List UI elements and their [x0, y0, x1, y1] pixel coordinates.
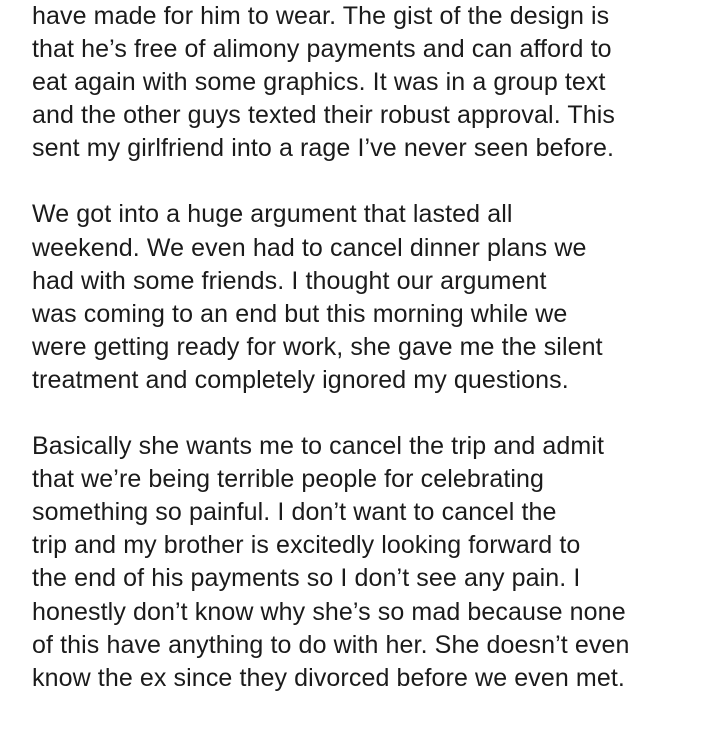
- text-line: We got into a huge argument that lasted all: [32, 200, 513, 229]
- paragraph-2: [32, 198, 702, 397]
- text-line: trip and my brother is excitedly looking forward to: [32, 531, 581, 560]
- text-line: that he’s free of alimony payments and can afford to: [32, 35, 612, 64]
- text-line: weekend. We even had to cancel dinner plans we: [32, 233, 587, 262]
- text-line: of this have anything to do with her. She doesn’t even: [32, 630, 630, 659]
- post-body: [32, 0, 702, 728]
- text-line: something so painful. I don’t want to cancel the: [32, 498, 557, 527]
- text-line: Basically she wants me to cancel the trip and admit: [32, 432, 605, 461]
- text-line: were getting ready for work, she gave me the silent: [32, 332, 603, 361]
- text-line: was coming to an end but this morning while we: [32, 299, 568, 328]
- paragraph-1: [32, 0, 702, 165]
- text-line: honestly don’t know why she’s so mad because none: [32, 597, 626, 626]
- text-line: and the other guys texted their robust approval. This: [32, 101, 615, 130]
- text-line: have made for him to wear. The gist of the design is: [32, 2, 610, 30]
- text-line: know the ex since they divorced before we even met.: [32, 663, 625, 692]
- text-line: that we’re being terrible people for celebrating: [32, 465, 545, 494]
- text-line: the end of his payments so I don’t see any pain. I: [32, 564, 581, 593]
- text-line: sent my girlfriend into a rage I’ve never seen before.: [32, 134, 615, 163]
- text-line: had with some friends. I thought our argument: [32, 266, 547, 295]
- paragraph-3: [32, 430, 702, 695]
- text-line: eat again with some graphics. It was in a group text: [32, 68, 606, 97]
- text-line: treatment and completely ignored my questions.: [32, 365, 569, 394]
